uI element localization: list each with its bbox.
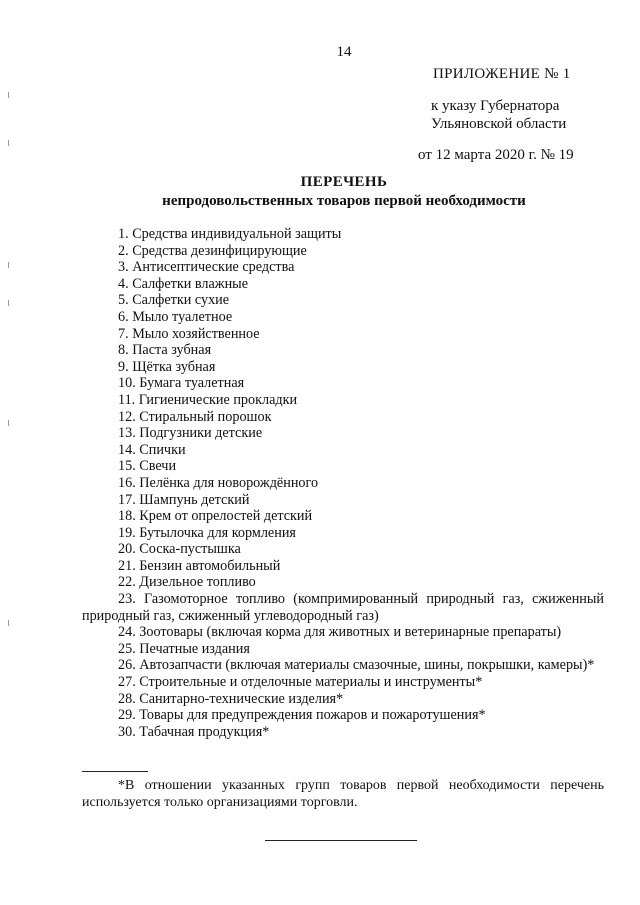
footnote-separator [82, 771, 148, 772]
scan-margin-mark [8, 140, 9, 146]
list-item: 24. Зоотовары (включая корма для животных и ветеринарные препараты) [118, 624, 562, 641]
list-item: 15. Свечи [118, 458, 177, 475]
list-item: 8. Паста зубная [118, 342, 212, 359]
list-item: 18. Крем от опрелостей детский [118, 508, 313, 525]
list-item: 25. Печатные издания [118, 640, 250, 657]
list-item: 14. Спички [118, 441, 186, 458]
list-item: 30. Табачная продукция* [118, 723, 270, 740]
list-item: 9. Щётка зубная [118, 358, 216, 375]
document-title: ПЕРЕЧЕНЬ [300, 174, 388, 190]
list-item: 2. Средства дезинфицирующие [118, 242, 307, 259]
goods-list [82, 226, 604, 740]
list-item: 26. Автозапчасти (включая материалы смазочные, шины, покрышки, камеры)* [118, 657, 595, 674]
appendix-reference-line-2: Ульяновской области [431, 116, 567, 132]
list-item: 3. Антисептические средства [118, 259, 295, 276]
list-item: 17. Шампунь детский [118, 491, 250, 508]
list-item: 27. Строительные и отделочные материалы и инструменты* [118, 674, 483, 691]
list-item: 1. Средства индивидуальной защиты [118, 226, 342, 242]
list-item: 22. Дизельное топливо [118, 574, 256, 591]
document-subtitle: непродовольственных товаров первой необходимости [162, 193, 526, 209]
list-item: 11. Гигиенические прокладки [118, 391, 298, 408]
list-item: 16. Пелёнка для новорождённого [118, 474, 319, 491]
list-item: 19. Бутылочка для кормления [118, 524, 296, 541]
list-item: 12. Стиральный порошок [118, 408, 272, 425]
appendix-title: ПРИЛОЖЕНИЕ № 1 [433, 66, 571, 82]
list-item: 29. Товары для предупреждения пожаров и пожаротушения* [118, 707, 486, 724]
page-number: 14 [336, 44, 352, 60]
scan-margin-mark [8, 92, 9, 98]
list-item: 5. Салфетки сухие [118, 292, 230, 309]
list-item: 28. Санитарно-технические изделия* [118, 690, 344, 707]
list-item: 23. Газомоторное топливо (компримированный природный газ, сжиженный природный газ, сжиженный углеводородный газ) [82, 591, 604, 624]
end-of-document-line [265, 840, 417, 841]
list-item: 21. Бензин автомобильный [118, 557, 281, 574]
list-item: 4. Салфетки влажные [118, 275, 248, 292]
list-item: 10. Бумага туалетная [118, 375, 245, 392]
scan-margin-mark [8, 620, 9, 626]
appendix-reference-line-1: к указу Губернатора [431, 98, 560, 114]
list-item: 6. Мыло туалетное [118, 308, 233, 325]
footnote: *В отношении указанных групп товаров первой необходимости перечень используется только организациями торговли. [82, 778, 604, 810]
scan-margin-mark [8, 300, 9, 306]
scan-margin-mark [8, 420, 9, 426]
list-item: 13. Подгузники детские [118, 425, 263, 442]
scan-margin-mark [8, 262, 9, 268]
list-item: 7. Мыло хозяйственное [118, 325, 260, 342]
appendix-date: от 12 марта 2020 г. № 19 [418, 147, 574, 163]
list-item: 20. Соска-пустышка [118, 541, 241, 558]
